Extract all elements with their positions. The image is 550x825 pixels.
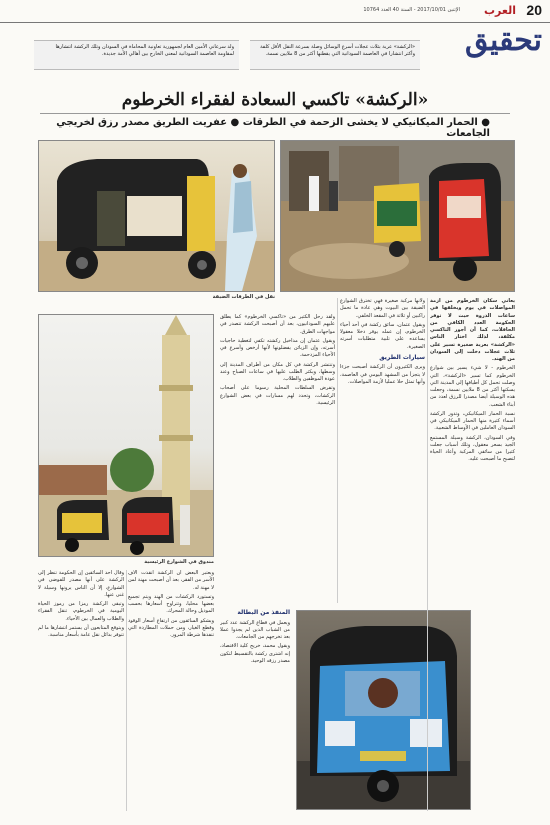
paragraph: وتبقى الركشة رمزا من رموز الحياة اليومية في الخرطوم، تنقل الفقراء والطلاب والعمال بين الأحياء.	[38, 601, 124, 622]
column-divider	[337, 298, 338, 603]
subhead-bullet-icon: ●	[477, 117, 490, 128]
paragraph: وتستورد الركشات من الهند ويتم تجميع بعضها محليا، وتتراوح أسعارها بحسب الموديل وحالة المحرك.	[128, 593, 214, 615]
dateline: الإثنين 2017/10/01 - السنة 40 العدد 10764	[363, 7, 460, 13]
subhead-part: عفريت الطريق مصدر رزق لخريجي الجامعات	[56, 117, 490, 139]
headline-rule	[40, 113, 510, 114]
paragraph: ويقول محمد، خريج كلية الاقتصاد، إنه اشترى ركشة بالتقسيط لتكون مصدر رزقه الوحيد.	[220, 643, 290, 664]
paragraph: ويتوقع المتابعون أن يستمر انتشارها ما لم تتوفر بدائل نقل عامة بأسعار مناسبة.	[38, 624, 124, 638]
column-divider	[126, 570, 127, 811]
paragraph: وتفرض السلطات المحلية رسوما على أصحاب الركشات، وتحدد لهم مسارات في بعض الشوارع الرئيسية.	[220, 385, 335, 406]
article-column	[340, 298, 425, 603]
paragraph: ويرى الكثيرون أن الركشة أصبحت جزءا لا يتجزأ من المشهد اليومي في العاصمة، وأنها تمثل حلا عمليا لأزمة المواصلات.	[340, 364, 425, 385]
section-subheading: سيارات الطريق	[379, 353, 425, 361]
section-subheading: المنفذ من البطالة	[237, 609, 290, 616]
subhead-part: الحمار الميكانيكي لا يخشى الزحمة في الطرقات	[242, 117, 478, 128]
subhead-bullet-icon: ●	[227, 117, 240, 128]
article-headline: «الركشة» تاكسي السعادة لفقراء الخرطوم	[121, 90, 429, 110]
paragraph: وقال أحد السائقين إن الحكومة تنظر إلى الركشة على أنها مصدر للفوضى في الشوارع، إلا أن الناس يرونها وسيلة لا غنى عنها.	[38, 570, 124, 598]
paragraph: ولقد رحل الكثير من «تاكسي الخرطوم» كما يطلق عليهم السودانيون، بعد أن أصبحت الركشة تتصدر في مواجهات الطرق.	[220, 314, 335, 335]
teaser-box: «الركشة» عربة بثلاث عجلات أسرع الوسائل وصلة بسرعة النقل الأقل كلفة وأكثر انتشارا في العاصمة السودانية التي يقطنها أكثر من 8 ملايين نسمة.	[250, 40, 420, 70]
paragraph: وتنتشر الركشة في كل مكان من أطراف المدينة إلى وسطها، ويكثر الطلب عليها في ساعات الصباح وعند عودة الموظفين والطلاب.	[220, 361, 335, 382]
article-column	[128, 570, 214, 811]
masthead-logo: العرب	[483, 4, 516, 17]
paragraph: ويشكو السائقون من ارتفاع أسعار الوقود وقطع الغيار، ومن حملات المطاردة التي تنفذها شرطة المرور.	[128, 617, 214, 638]
article-column	[38, 570, 124, 811]
column-divider	[427, 298, 428, 811]
paragraph: يعاني سكان الخرطوم من أزمة المواصلات في يوم ويخلفها في ساعات الذروة حيث لا توفر الحكومة العدد الكافي من الحافلات، كما أن أجور التاكسي مكلفة، لذلك اختار الناس «الركشة» بعربة صغيرة تسير على ثلاث عجلات دخلت إلى السودان من الهند.	[430, 298, 515, 362]
article-subhead	[20, 117, 490, 139]
paragraph: ويقول عثمان إن مداخيل ركشته تكفي لتغطية حاجيات أسرته، وإن الزبائن يفضلونها لأنها أرخص وأسرع في الأحياء المزدحمة.	[220, 337, 335, 359]
teaser-box: ولد سرعاني الأمين العام لجمهورية تعاونية المحاماة في السودان وتلك الركشة انتشارها لمقاومة العاصمة السودانية لمعنى الخارج بين أهالي الأمة جديدة.	[34, 40, 239, 70]
paragraph: الخرطوم - لا شيء يسير بين شوارع الخرطوم كما تسير «الركشة»، التي وصلت تحمل كل أطيافها إلى المدينة التي يسكنها أكثر من 8 ملايين نسمة، وجعلت هذه الوسيلة أيضا مصدرا للرزق لعدد من أبناء الشعب.	[430, 365, 515, 408]
page-number: 20	[526, 2, 542, 18]
paragraph: ويعمل في قطاع الركشة عدد كبير من الشباب الذين لم يجدوا عملا بعد تخرجهم من الجامعات.	[220, 619, 290, 641]
article-column	[430, 298, 515, 811]
photo-street-rickshaws	[280, 140, 515, 292]
photo-caption: نقل في الطرقات الضيقة	[212, 294, 275, 300]
article-column	[220, 606, 290, 811]
photo-minaret-rickshaws	[38, 314, 214, 557]
section-title: تحقيق	[465, 23, 542, 58]
photo-rickshaw-passengers	[38, 140, 275, 292]
photo-caption: مندوق في الشوارع الرئيسية	[144, 559, 214, 565]
paragraph: نسبة الحمار الميكانيكي، وتدور الركشة أسماء كثيرة منها الحمار الميكانيكي في السودان العاملين في الأوساط الشعبية.	[430, 410, 515, 432]
top-bar	[0, 0, 550, 23]
paragraph: ولأنها مركبة صغيرة فهي تخترق الشوارع الضيقة بين البيوت وهي عادة ما تحمل راكبين أو ثلاثة في المقعد الخلفي.	[340, 298, 425, 319]
article-column	[220, 314, 335, 604]
paragraph: ويقول عثمان، سائق ركشة في أحد أحياء الخرطوم، إن عمله يوفر دخلا معقولا يساعده على تلبية متطلبات أسرته الصغيرة.	[340, 321, 425, 350]
paragraph: ويعتبر البعض أن الركشة أنقذت آلاف الأسر من الفقر، بعد أن أصبحت مهنة لمن لا مهنة له.	[128, 570, 214, 591]
paragraph: وفي السودان، الركشة وسيلة المستمع الجيد بسعر معقول، وتلك أسباب جعلت كثيرا من سائقي المركبة وأعاد الحياة لتصبح ما أصبحت عليه.	[430, 434, 515, 463]
